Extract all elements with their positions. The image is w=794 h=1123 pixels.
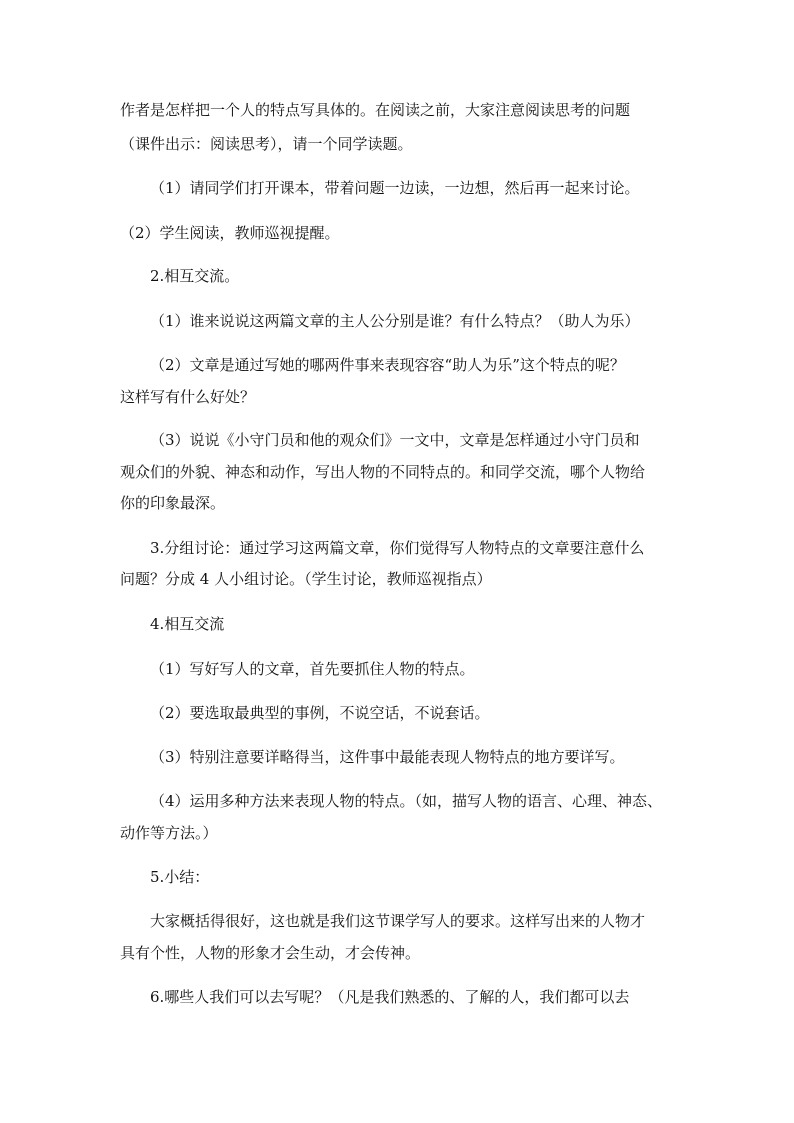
text-line-10: 观众们的外貌、神态和动作，写出人物的不同特点的。和同学交流，哪个人物给 bbox=[120, 463, 646, 481]
text-line-9: （3）说说《小守门员和他的观众们》一文中，文章是怎样通过小守门员和 bbox=[150, 431, 640, 449]
text-line-18: （4）运用多种方法来表现人物的特点。（如，描写人物的语言、心理、神态、 bbox=[150, 792, 663, 810]
text-line-2: （课件出示：阅读思考），请一个同学读题。 bbox=[120, 135, 413, 153]
text-line-21: 大家概括得很好，这也就是我们这节课学写人的要求。这样写出来的人物才 bbox=[150, 912, 646, 930]
text-line-23: 6.哪些人我们可以去写呢？（凡是我们熟悉的、了解的人，我们都可以去 bbox=[150, 988, 630, 1006]
text-line-1: 作者是怎样把一个人的特点写具体的。在阅读之前，大家注意阅读思考的问题 bbox=[120, 101, 631, 119]
text-line-19: 动作等方法。） bbox=[120, 824, 218, 842]
text-line-3: （1）请同学们打开课本，带着问题一边读，一边想，然后再一起来讨论。 bbox=[150, 179, 640, 197]
text-line-11: 你的印象最深。 bbox=[120, 494, 226, 512]
text-line-20: 5.小结： bbox=[150, 868, 210, 886]
text-line-12: 3.分组讨论：通过学习这两篇文章，你们觉得写人物特点的文章要注意什么 bbox=[150, 539, 645, 557]
text-line-16: （2）要选取最典型的事例，不说空话，不说套话。 bbox=[150, 704, 490, 722]
text-line-17: （3）特别注意要详略得当，这件事中最能表现人物特点的地方要详写。 bbox=[150, 748, 625, 766]
text-line-8: 这样写有什么好处？ bbox=[120, 388, 256, 406]
text-line-6: （1）谁来说说这两篇文章的主人公分别是谁？有什么特点？（助人为乐） bbox=[150, 312, 640, 330]
text-line-22: 具有个性，人物的形象才会生动，才会传神。 bbox=[120, 944, 421, 962]
text-line-14: 4.相互交流 bbox=[150, 615, 225, 633]
text-line-7: （2）文章是通过写她的哪两件事来表现容容“助人为乐”这个特点的呢？ bbox=[150, 356, 625, 374]
text-line-15: （1）写好写人的文章，首先要抓住人物的特点。 bbox=[150, 660, 475, 678]
text-line-5: 2.相互交流。 bbox=[150, 267, 240, 285]
text-line-4: （2）学生阅读，教师巡视提醒。 bbox=[120, 224, 340, 242]
text-line-13: 问题？分成 4 人小组讨论。（学生讨论，教师巡视指点） bbox=[120, 570, 492, 588]
